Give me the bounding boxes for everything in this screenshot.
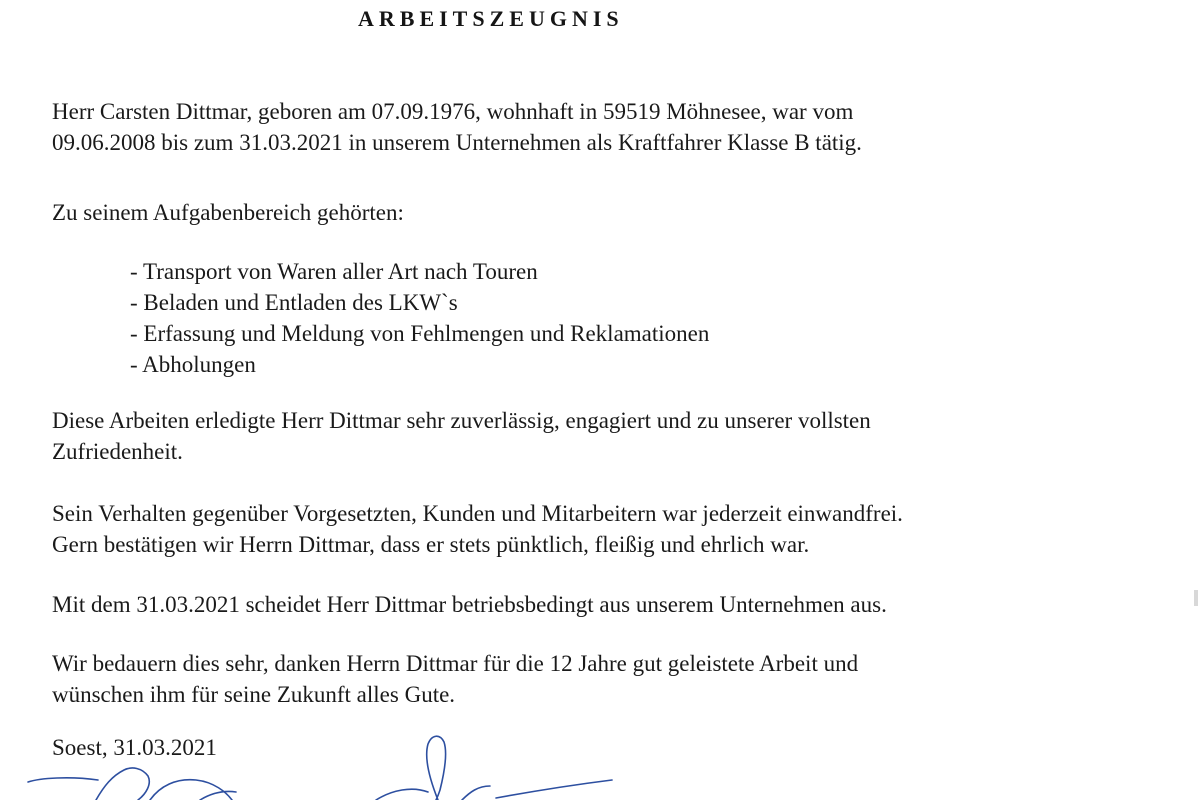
- intro-line-1: Herr Carsten Dittmar, geboren am 07.09.1976, wohnhaft in 59519 Möhnesee, war vom: [52, 99, 854, 124]
- closing-line-1: Wir bedauern dies sehr, danken Herrn Dittmar für die 12 Jahre gut geleistete Arbeit und: [52, 651, 859, 676]
- task-item: - Beladen und Entladen des LKW`s: [130, 290, 458, 315]
- task-item: - Erfassung und Meldung von Fehlmengen und Reklamationen: [130, 321, 710, 346]
- conduct-line-1: Sein Verhalten gegenüber Vorgesetzten, Kunden und Mitarbeitern war jederzeit einwandfrei.: [52, 501, 903, 526]
- signature-stroke: [462, 786, 490, 800]
- signature-stroke: [200, 791, 236, 800]
- exit-paragraph: Mit dem 31.03.2021 scheidet Herr Dittmar betriebsbedingt aus unserem Unternehmen aus.: [52, 592, 887, 617]
- quality-line-1: Diese Arbeiten erledigte Herr Dittmar sehr zuverlässig, engagiert und zu unserer vollsten: [52, 408, 871, 433]
- signature-stroke: [96, 768, 149, 800]
- task-item: - Transport von Waren aller Art nach Touren: [130, 259, 538, 284]
- signature-stroke: [376, 789, 428, 800]
- quality-line-2: Zufriedenheit.: [52, 439, 183, 464]
- intro-paragraph: [52, 96, 862, 158]
- closing-line-2: wünschen ihm für seine Zukunft alles Gute.: [52, 682, 456, 707]
- intro-line-2: 09.06.2008 bis zum 31.03.2021 in unserem Unternehmen als Kraftfahrer Klasse B tätig.: [52, 130, 862, 155]
- conduct-paragraph: [52, 498, 903, 560]
- closing-paragraph: [52, 648, 858, 710]
- signature-stroke: [496, 780, 612, 798]
- conduct-line-2: Gern bestätigen wir Herrn Dittmar, dass er stets pünktlich, fleißig und ehrlich war.: [52, 532, 810, 557]
- task-list: [130, 256, 709, 380]
- place-date: Soest, 31.03.2021: [52, 735, 217, 760]
- task-item: - Abholungen: [130, 352, 256, 377]
- scan-edge-mark: [1194, 590, 1198, 606]
- quality-paragraph: [52, 405, 871, 467]
- tasks-intro: Zu seinem Aufgabenbereich gehörten:: [52, 200, 404, 225]
- document-title: ARBEITSZEUGNIS: [358, 6, 624, 31]
- signature-stroke: [150, 780, 232, 800]
- signature-stroke: [427, 736, 446, 800]
- signature-stroke: [28, 778, 98, 782]
